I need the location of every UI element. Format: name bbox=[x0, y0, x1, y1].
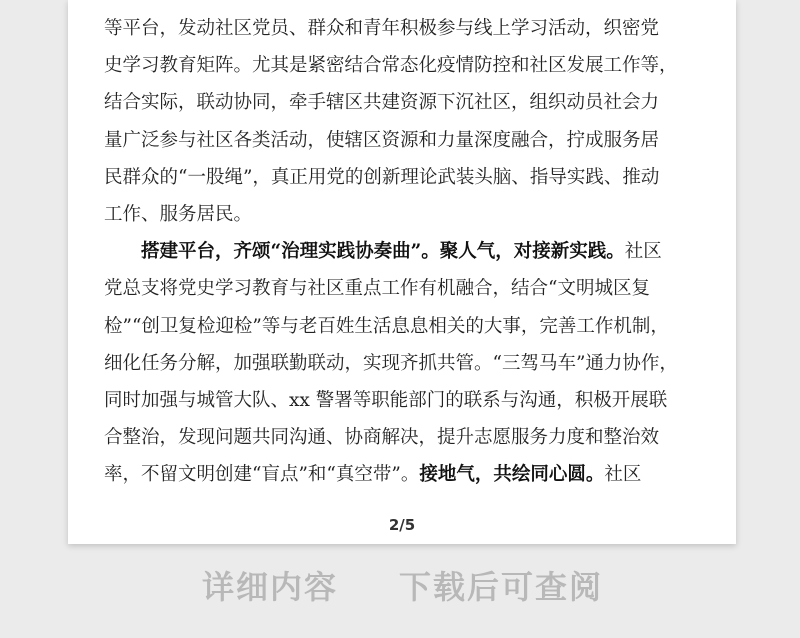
text-segment: 社区 bbox=[604, 464, 642, 486]
text-segment: 党总支将党史学习教育与社区重点工作有机融合，结合“文明城区复 bbox=[104, 278, 650, 300]
text-segment: 量广泛参与社区各类活动，使辖区资源和力量深度融合，拧成服务居 bbox=[104, 129, 660, 151]
footer-details-text: 详细内容 bbox=[202, 568, 339, 606]
text-segment: 结合实际，联动协同，牵手辖区共建资源下沉社区，组织动员社会力 bbox=[104, 92, 660, 114]
text-segment: 细化任务分解，加强联勤联动，实现齐抓共管。“三驾马车”通力协作， bbox=[104, 352, 678, 374]
text-line bbox=[104, 233, 700, 270]
bold-text-segment: 搭建平台，齐颂“治理实践协奏曲”。聚人气，对接新实践。 bbox=[141, 241, 625, 263]
page-number: 2/5 bbox=[388, 516, 416, 534]
text-line bbox=[104, 47, 700, 84]
text-line bbox=[104, 159, 700, 196]
text-line bbox=[104, 196, 700, 233]
bold-text-segment: 接地气，共绘同心圆。 bbox=[419, 464, 605, 486]
text-segment: 史学习教育矩阵。尤其是紧密结合常态化疫情防控和社区发展工作等， bbox=[104, 55, 678, 77]
text-line bbox=[104, 10, 700, 47]
text-segment: 率，不留文明创建“盲点”和“真空带”。 bbox=[104, 464, 420, 486]
text-segment: 合整治，发现问题共同沟通、协商解决，提升志愿服务力度和整治效 bbox=[104, 427, 660, 449]
text-segment: 等平台，发动社区党员、群众和青年积极参与线上学习活动，织密党 bbox=[104, 18, 660, 39]
text-line bbox=[104, 345, 700, 382]
text-segment: 工作、服务居民。 bbox=[104, 203, 253, 225]
text-line bbox=[104, 122, 700, 159]
text-segment: 民群众的“一股绳”，真正用党的创新理论武装头脑、指导实践、推动 bbox=[104, 166, 660, 188]
text-line bbox=[104, 308, 700, 345]
document-body bbox=[104, 10, 700, 493]
document-page bbox=[68, 0, 736, 544]
text-segment: 社区 bbox=[624, 241, 662, 263]
text-segment: 检”“创卫复检迎检”等与老百姓生活息息相关的大事，完善工作机制， bbox=[104, 315, 669, 337]
text-line bbox=[104, 382, 700, 419]
text-line bbox=[104, 456, 700, 493]
text-line bbox=[104, 419, 700, 456]
text-line bbox=[104, 270, 700, 307]
footer-download-text: 下载后可查阅 bbox=[399, 568, 604, 606]
footer-banner bbox=[0, 562, 800, 608]
text-line bbox=[104, 84, 700, 121]
text-segment: 同时加强与城管大队、xx 警署等职能部门的联系与沟通，积极开展联 bbox=[104, 389, 668, 411]
